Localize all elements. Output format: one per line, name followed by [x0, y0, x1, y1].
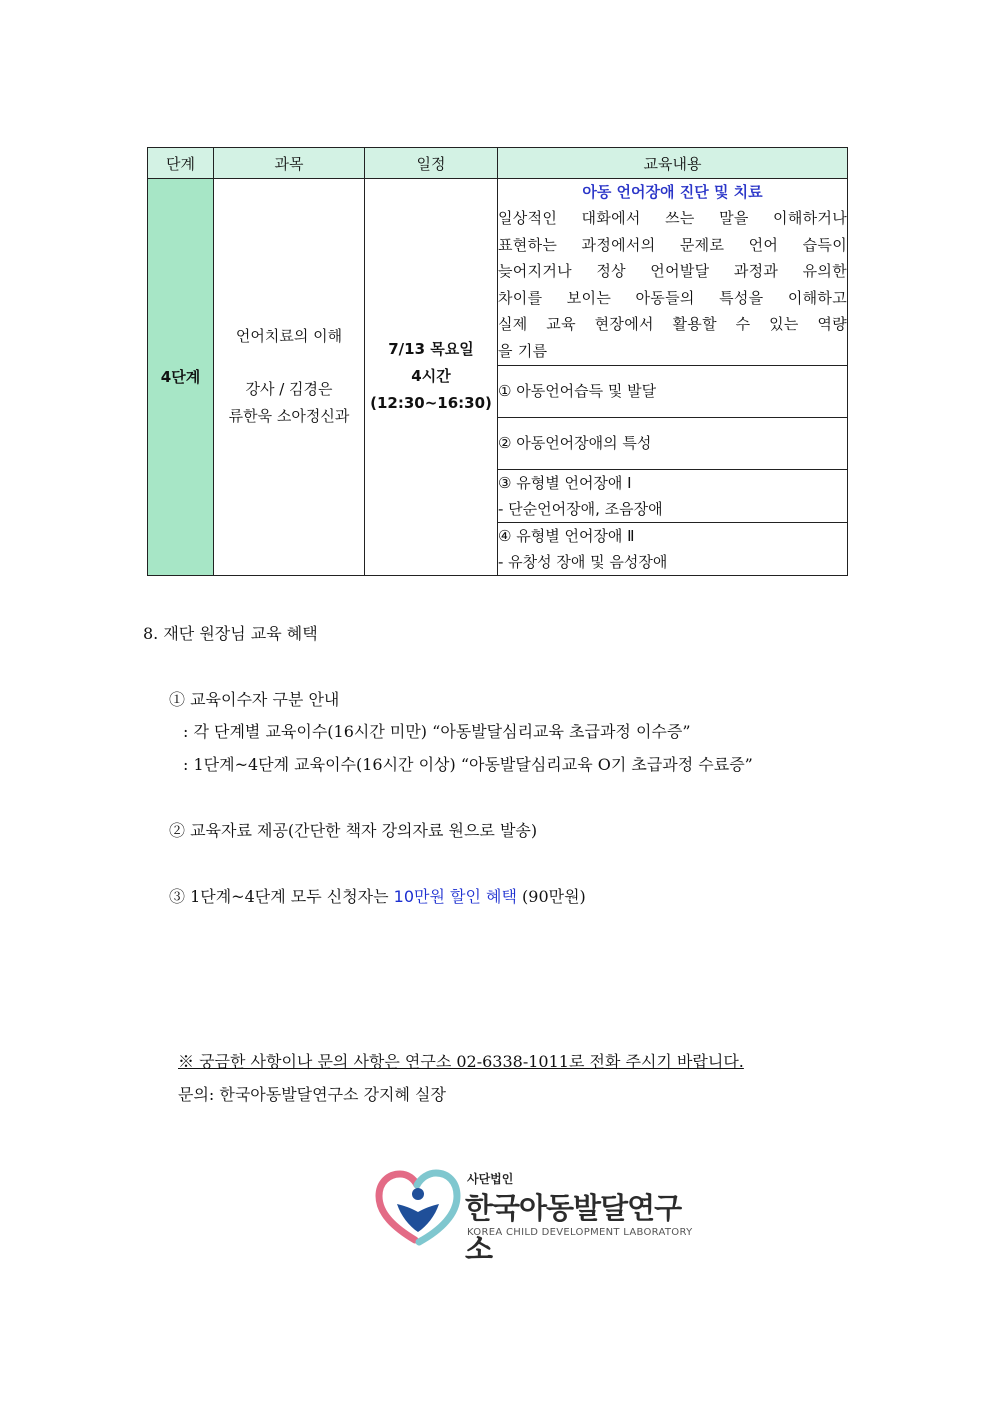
course-instructor: 강사 / 김경은: [245, 380, 333, 399]
content-item-2: ② 아동언어장애의 특성: [498, 417, 848, 469]
course-title: 언어치료의 이해: [235, 327, 343, 346]
content-desc-line: 표현하는 과정에서의 문제로 언어 습득이: [498, 235, 847, 254]
benefit-3: [169, 884, 586, 907]
benefit-1-title: ① 교육이수자 구분 안내: [169, 690, 340, 709]
organization-logo: [375, 1168, 705, 1266]
header-stage: 단계: [148, 148, 214, 179]
logo-small-text: 사단법인: [467, 1172, 514, 1186]
benefit-1-line-1: : 각 단계별 교육이수(16시간 미만) “아동발달심리교육 초급과정 이수증”: [183, 722, 691, 741]
content-item-3-title: ③ 유형별 언어장애 Ⅰ: [498, 473, 632, 492]
content-item-3: [498, 469, 848, 522]
content-desc-line: 늦어지거나 정상 언어발달 과정과 유의한: [498, 262, 847, 281]
benefit-3-highlight: 10만원 할인 혜택: [393, 887, 517, 906]
schedule-table: [147, 147, 848, 576]
benefits-heading: 8. 재단 원장님 교육 혜택: [143, 624, 318, 643]
stage-cell: 4단계: [148, 179, 214, 576]
content-item-4: [498, 522, 848, 575]
contact-notice: ※ 궁금한 사항이나 문의 사항은 연구소 02-6338-1011로 전화 주시기 바랍니다.: [178, 1052, 744, 1071]
content-item-1: ① 아동언어습득 및 발달: [498, 365, 848, 417]
benefit-3-prefix: ③ 1단계~4단계 모두 신청자는: [169, 887, 394, 906]
content-desc-line: 차이를 보이는 아동들의 특성을 이해하고: [498, 288, 847, 307]
content-item-4-detail: - 유창성 장애 및 음성장애: [498, 552, 668, 571]
table-header-row: [148, 148, 848, 179]
content-desc-line: 을 기름: [498, 341, 548, 360]
content-main-cell: [498, 179, 848, 366]
logo-english-text: KOREA CHILD DEVELOPMENT LABORATORY: [467, 1227, 693, 1238]
content-desc-line: 실제 교육 현장에서 활용할 수 있는 역량: [498, 315, 847, 334]
benefit-1-line-2: : 1단계~4단계 교육이수(16시간 이상) “아동발달심리교육 O기 초급과정 수료증”: [183, 755, 753, 774]
table-row: [148, 179, 848, 366]
content-desc-line: 일상적인 대화에서 쓰는 말을 이해하거나: [498, 209, 847, 227]
course-affiliation: 류한욱 소아정신과: [228, 407, 350, 426]
contact-person: 문의: 한국아동발달연구소 강지혜 실장: [178, 1085, 446, 1104]
benefit-3-suffix: (90만원): [516, 887, 586, 906]
schedule-date: 7/13 목요일: [388, 340, 474, 359]
header-schedule: 일정: [365, 148, 498, 179]
heart-logo-icon: [375, 1168, 461, 1248]
content-item-4-title: ④ 유형별 언어장애 Ⅱ: [498, 526, 635, 545]
logo-main-text: 한국아동발달연구소: [465, 1191, 682, 1266]
header-content: 교육내용: [498, 148, 848, 179]
content-item-3-detail: - 단순언어장애, 조음장애: [498, 499, 663, 518]
course-cell: [214, 179, 365, 576]
benefit-2: ② 교육자료 제공(간단한 책자 강의자료 원으로 발송): [169, 821, 538, 840]
content-description: [498, 205, 847, 365]
schedule-cell: [365, 179, 498, 576]
header-course: 과목: [214, 148, 365, 179]
schedule-time: (12:30~16:30): [370, 394, 492, 413]
schedule-hours: 4시간: [411, 367, 451, 386]
content-title: 아동 언어장애 진단 및 치료: [582, 183, 763, 201]
